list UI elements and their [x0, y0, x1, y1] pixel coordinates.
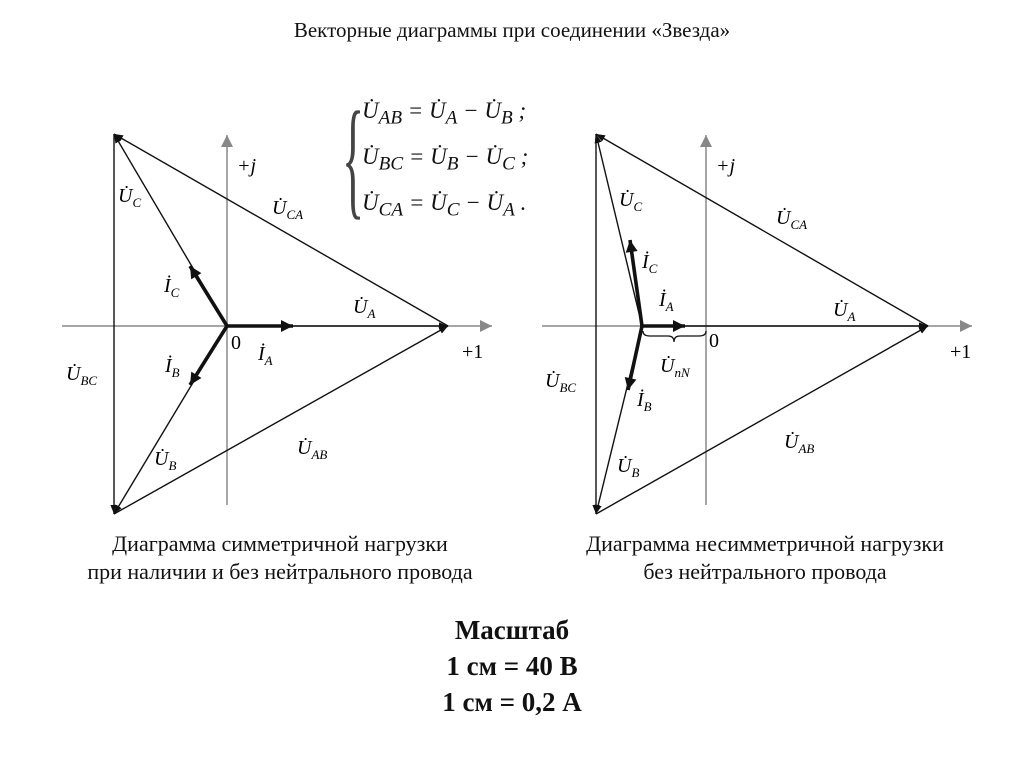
left-origin-label: 0	[231, 332, 241, 354]
scale-voltage: 1 см = 40 В	[446, 651, 578, 681]
left-label-ubc: $U̇_{BC}$	[66, 363, 98, 388]
right-label-ubc: $U̇_{BC}$	[545, 370, 577, 395]
page-title: Векторные диаграммы при соединении «Звезда»	[293, 18, 731, 42]
right-label-ib: $İ_B$	[637, 389, 652, 414]
right-phase-vector-c	[596, 134, 642, 326]
left-current-vector-c	[190, 266, 227, 326]
left-label-ua: $U̇_A$	[353, 296, 376, 321]
right-caption-line1: Диаграмма несимметричной нагрузки	[586, 531, 944, 556]
left-caption-line1: Диаграмма симметричной нагрузки	[112, 531, 448, 556]
left-imag-axis-label: +j	[237, 155, 257, 177]
right-line-vector-ab	[596, 326, 928, 514]
left-label-ub: $U̇_B$	[154, 448, 177, 473]
scale-block	[0, 612, 1024, 720]
right-caption-line2: без нейтрального провода	[643, 559, 887, 584]
scale-current: 1 см = 0,2 А	[442, 687, 582, 717]
left-label-uc: $U̇_C$	[118, 185, 142, 210]
right-diagram-caption	[520, 530, 1010, 586]
formula-uab: $U̇_{AB}$ = $U̇_A$ − $U̇_B$ ;	[362, 98, 527, 129]
right-label-ua: $U̇_A$	[833, 299, 856, 324]
right-neutral-shift-brace	[643, 331, 706, 342]
right-origin-label: 0	[709, 330, 719, 352]
left-label-ia: $İ_A$	[258, 343, 273, 368]
formula-ubc: $U̇_{BC}$ = $U̇_B$ − $U̇_C$ ;	[362, 144, 529, 175]
right-label-ia: $İ_A$	[659, 289, 674, 314]
right-diagram	[542, 134, 972, 514]
right-line-vector-ca	[596, 134, 928, 326]
left-label-uab: $U̇_{AB}$	[297, 437, 328, 462]
left-diagram-caption	[20, 530, 540, 586]
line-voltage-formulas	[340, 84, 580, 240]
left-current-vector-b	[190, 326, 227, 385]
right-label-uca: $U̇_{CA}$	[776, 207, 808, 232]
right-real-axis-label: +1	[950, 341, 972, 363]
formula-brace: {	[342, 84, 365, 231]
right-imag-axis-label: +j	[716, 155, 736, 177]
right-current-vector-b	[628, 326, 642, 390]
right-label-ic: $İ_C$	[642, 251, 658, 276]
left-label-ic: $İ_C$	[164, 275, 180, 300]
right-label-uab: $U̇_{AB}$	[784, 431, 815, 456]
scale-heading: Масштаб	[454, 615, 570, 645]
left-real-axis-label: +1	[462, 341, 484, 363]
right-label-unn: $U̇_{nN}$	[660, 355, 690, 380]
formula-uca: $U̇_{CA}$ = $U̇_C$ − $U̇_A$ .	[362, 190, 527, 221]
left-label-uca: $U̇_{CA}$	[272, 197, 304, 222]
left-label-ib: $İ_B$	[165, 355, 180, 380]
left-caption-line2: при наличии и без нейтрального провода	[87, 559, 473, 584]
right-label-uc: $U̇_C$	[619, 189, 643, 214]
right-label-ub: $U̇_B$	[617, 455, 640, 480]
